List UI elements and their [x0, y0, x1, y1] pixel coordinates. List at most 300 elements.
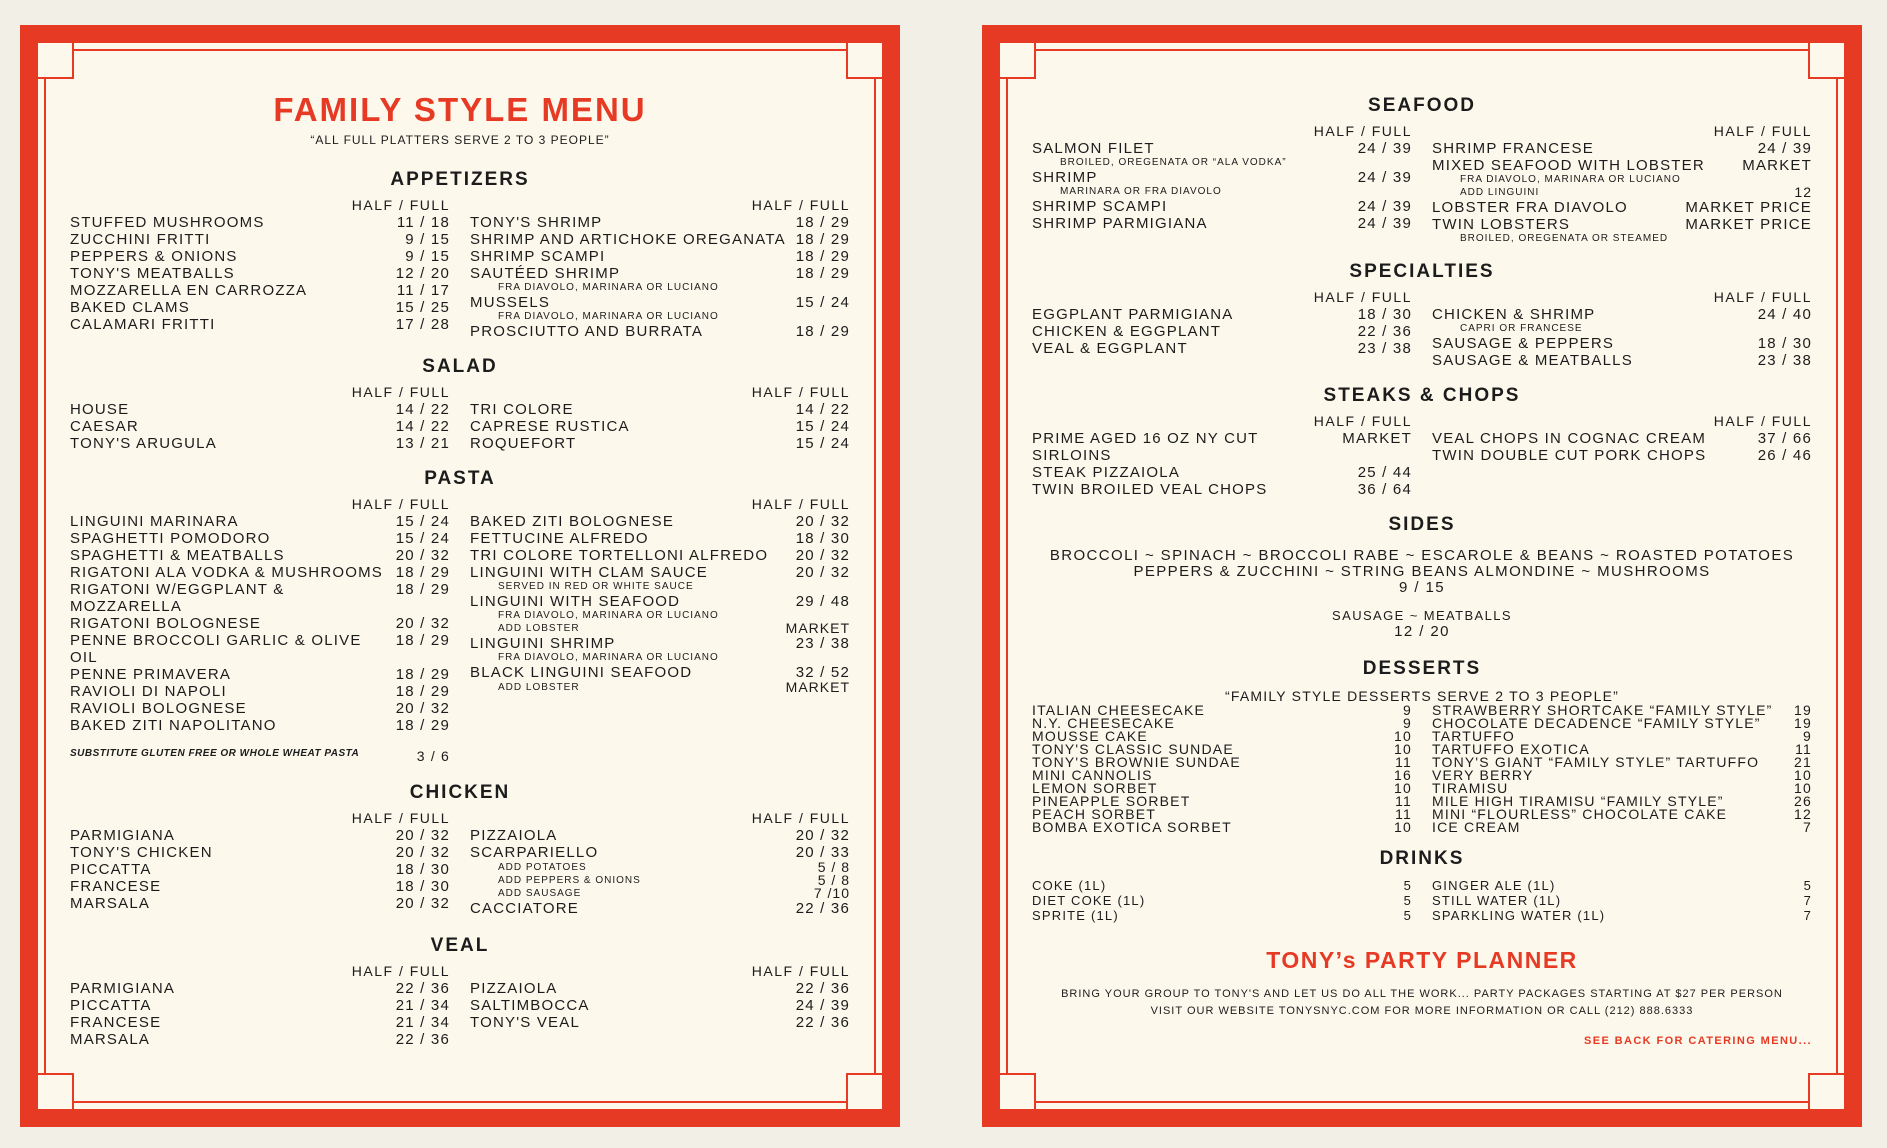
- item-price: 22 / 36: [795, 980, 850, 997]
- item-name: PARMIGIANA: [70, 827, 176, 844]
- item-name: MINI CANNOLIS: [1032, 767, 1153, 783]
- left-menu-page: [20, 25, 900, 1127]
- item-price: 23 / 38: [795, 635, 850, 652]
- item-price: 17 / 28: [395, 316, 450, 333]
- half-full-header: HALF / FULL: [351, 496, 450, 512]
- menu-item: [1032, 481, 1412, 498]
- item-price: 20 / 32: [395, 547, 450, 564]
- item-name: TONY'S VEAL: [470, 1014, 580, 1031]
- item-price: 22 / 36: [1357, 323, 1412, 340]
- menu-item: [470, 401, 850, 418]
- item-price: 10: [1794, 767, 1812, 783]
- item-name: COKE (1L): [1032, 878, 1107, 893]
- item-name: PROSCIUTTO AND BURRATA: [470, 323, 704, 340]
- menu-item: [470, 265, 850, 282]
- menu-item: [70, 513, 450, 530]
- item-name: PIZZAIOLA: [470, 827, 558, 844]
- item-name: STEAK PIZZAIOLA: [1032, 464, 1181, 481]
- half-full-header: HALF / FULL: [751, 810, 850, 826]
- corner-notch: [38, 43, 74, 79]
- menu-item: [470, 844, 850, 861]
- menu-item: [470, 214, 850, 231]
- item-name: RIGATONI W/EGGPLANT & MOZZARELLA: [70, 581, 285, 615]
- item-price: 11: [1395, 754, 1412, 770]
- item-price: MARKET PRICE: [1685, 216, 1812, 233]
- menu-item: [1032, 198, 1412, 215]
- item-price: 9 / 15: [405, 231, 450, 248]
- item-name: TONY'S MEATBALLS: [70, 265, 235, 282]
- half-full-header: HALF / FULL: [1313, 289, 1412, 305]
- addon-name: ADD LINGUINI: [1460, 187, 1540, 198]
- right-menu-page: [982, 25, 1862, 1127]
- item-price: MARKET PRICE: [1685, 199, 1812, 216]
- item-name: PRIME AGED 16 OZ NY CUT SIRLOINS: [1032, 430, 1259, 464]
- item-name: PEACH SORBET: [1032, 806, 1157, 822]
- item-name: PICCATTA: [70, 861, 152, 878]
- item-price: 20 / 32: [395, 615, 450, 632]
- item-price: 10: [1394, 741, 1412, 757]
- item-price: 36 / 64: [1357, 481, 1412, 498]
- item-name: TONY'S ARUGULA: [70, 435, 217, 452]
- menu-item: [470, 418, 850, 435]
- item-price: 5: [1803, 878, 1812, 893]
- menu-item: [70, 282, 450, 299]
- item-price: 18 / 29: [395, 581, 450, 598]
- menu-item: [470, 593, 850, 610]
- item-name: STRAWBERRY SHORTCAKE “FAMILY STYLE”: [1432, 702, 1773, 718]
- menu-item: [1032, 140, 1412, 157]
- menu-item: [1432, 140, 1812, 157]
- menu-item: [1432, 199, 1812, 216]
- item-price: 11: [1395, 806, 1412, 822]
- item-price: 9 / 15: [405, 248, 450, 265]
- item-price: 25 / 44: [1357, 464, 1412, 481]
- item-name: PICCATTA: [70, 997, 152, 1014]
- item-price: 23 / 38: [1757, 352, 1812, 369]
- section-sides: SIDES: [1388, 514, 1456, 535]
- party-planner-title: TONY’s PARTY PLANNER: [1266, 947, 1578, 973]
- item-price: 20 / 32: [795, 827, 850, 844]
- item-price: 22 / 36: [795, 900, 850, 917]
- menu-item: [70, 827, 450, 844]
- half-full-header: HALF / FULL: [751, 384, 850, 400]
- item-price: 12 / 20: [395, 265, 450, 282]
- menu-item: [70, 316, 450, 333]
- item-name: VEAL & EGGPLANT: [1032, 340, 1188, 357]
- item-name: HOUSE: [70, 401, 130, 418]
- item-price: 23 / 38: [1357, 340, 1412, 357]
- item-note: BROILED, OREGENATA OR “ALA VODKA”: [1060, 157, 1287, 168]
- corner-notch: [846, 43, 882, 79]
- item-name: TONY'S CLASSIC SUNDAE: [1032, 741, 1234, 757]
- item-price: 14 / 22: [395, 418, 450, 435]
- item-price: 14 / 22: [395, 401, 450, 418]
- item-price: 16: [1394, 767, 1412, 783]
- item-price: 7: [1803, 908, 1812, 923]
- menu-item: [1432, 893, 1812, 908]
- item-name: LINGUINI WITH SEAFOOD: [470, 593, 681, 610]
- item-name: LOBSTER FRA DIAVOLO: [1432, 199, 1628, 216]
- menu-item: [1432, 157, 1812, 174]
- menu-item: [1032, 821, 1412, 834]
- section-steaks-chops: STEAKS & CHOPS: [1323, 385, 1521, 406]
- item-name: CALAMARI FRITTI: [70, 316, 216, 333]
- item-addon: [470, 681, 850, 694]
- item-name: SHRIMP SCAMPI: [1032, 198, 1168, 215]
- item-name: STUFFED MUSHROOMS: [70, 214, 265, 231]
- item-price: 24 / 39: [1357, 215, 1412, 232]
- section-salad: SALAD: [422, 356, 498, 377]
- item-name: SHRIMP SCAMPI: [470, 248, 606, 265]
- item-price: 11 / 17: [396, 282, 450, 299]
- menu-item: [1032, 323, 1412, 340]
- menu-item: [1032, 215, 1412, 232]
- item-name: ITALIAN CHEESECAKE: [1032, 702, 1206, 718]
- addon-price: MARKET: [785, 620, 850, 636]
- addon-price: 12: [1794, 184, 1812, 200]
- item-name: TONY'S GIANT “FAMILY STYLE” TARTUFFO: [1432, 754, 1760, 770]
- item-price: 20 / 32: [795, 564, 850, 581]
- menu-item: [1032, 169, 1412, 186]
- item-price: 19: [1794, 715, 1812, 731]
- item-price: 11 / 18: [396, 214, 450, 231]
- menu-item: [70, 214, 450, 231]
- menu-item: [1032, 893, 1412, 908]
- menu-item: [70, 1031, 450, 1048]
- party-contact-text: VISIT OUR WEBSITE TONYSNYC.COM FOR MORE INFORMATION OR CALL (212) 888.6333: [1150, 1005, 1694, 1017]
- item-name: TWIN LOBSTERS: [1432, 216, 1571, 233]
- item-price: 10: [1394, 819, 1412, 835]
- item-price: 15 / 24: [795, 435, 850, 452]
- section-pasta: PASTA: [424, 468, 496, 489]
- addon-name: ADD LOBSTER: [498, 623, 580, 634]
- sides-list: BROCCOLI ~ SPINACH ~ BROCCOLI RABE ~ ESCAROLE & BEANS ~ ROASTED POTATOES PEPPERS & ZUCCHINI ~ STRING BEANS ALMONDINE ~ MUSHROOMS 9 / 15 SAUSAGE ~ MEATBALLS 12 / 20: [1049, 547, 1795, 640]
- item-price: 20 / 32: [395, 827, 450, 844]
- item-price: 18 / 29: [795, 214, 850, 231]
- item-name: EGGPLANT PARMIGIANA: [1032, 306, 1234, 323]
- menu-item: [70, 717, 450, 734]
- item-name: SHRIMP AND ARTICHOKE OREGANATA: [470, 231, 786, 248]
- item-price: 18 / 29: [795, 248, 850, 265]
- item-name: FRANCESE: [70, 1014, 162, 1031]
- item-name: MOUSSE CAKE: [1032, 728, 1148, 744]
- item-name: SPARKLING WATER (1L): [1432, 908, 1606, 923]
- item-name: SHRIMP PARMIGIANA: [1032, 215, 1208, 232]
- item-price: 10: [1394, 728, 1412, 744]
- item-price: 26 / 46: [1757, 447, 1812, 464]
- item-name: CACCIATORE: [470, 900, 579, 917]
- addon-price: 5 / 8: [817, 872, 850, 888]
- menu-item: [70, 895, 450, 912]
- item-name: PEPPERS & ONIONS: [70, 248, 238, 265]
- corner-notch: [1808, 1073, 1844, 1109]
- item-name: MUSSELS: [470, 294, 551, 311]
- section-appetizers: APPETIZERS: [390, 169, 530, 190]
- menu-item: [70, 615, 450, 632]
- menu-item: [70, 632, 450, 666]
- item-price: 18 / 29: [395, 564, 450, 581]
- menu-item: [70, 418, 450, 435]
- menu-item: [70, 547, 450, 564]
- item-price: 13 / 21: [395, 435, 450, 452]
- catering-link[interactable]: SEE BACK FOR CATERING MENU...: [1583, 1035, 1812, 1047]
- item-price: 20 / 32: [395, 844, 450, 861]
- item-name: DIET COKE (1L): [1032, 893, 1146, 908]
- item-name: TIRAMISU: [1432, 780, 1509, 796]
- item-price: 21: [1794, 754, 1812, 770]
- item-name: BAKED CLAMS: [70, 299, 190, 316]
- item-price: 15 / 24: [395, 513, 450, 530]
- section-desserts: DESSERTS: [1362, 658, 1482, 679]
- item-name: STILL WATER (1L): [1432, 893, 1562, 908]
- item-price: 18 / 30: [795, 530, 850, 547]
- item-price: 15 / 25: [395, 299, 450, 316]
- menu-item: [70, 878, 450, 895]
- item-price: 22 / 36: [395, 980, 450, 997]
- half-full-header: HALF / FULL: [351, 384, 450, 400]
- item-price: 20 / 32: [795, 547, 850, 564]
- item-name: BOMBA EXOTICA SORBET: [1032, 819, 1232, 835]
- menu-item: [70, 564, 450, 581]
- menu-item: [1032, 908, 1412, 923]
- item-note: FRA DIAVOLO, MARINARA OR LUCIANO: [498, 282, 719, 293]
- half-full-header: HALF / FULL: [351, 197, 450, 213]
- item-name: TRI COLORE: [470, 401, 574, 418]
- item-name: TARTUFFO EXOTICA: [1432, 741, 1590, 757]
- item-name: CAPRESE RUSTICA: [470, 418, 630, 435]
- menu-item: [70, 700, 450, 717]
- half-full-header: HALF / FULL: [751, 963, 850, 979]
- addon-name: ADD PEPPERS & ONIONS: [498, 875, 641, 886]
- item-name: SCARPARIELLO: [470, 844, 599, 861]
- item-name: LINGUINI MARINARA: [70, 513, 239, 530]
- item-price: 24 / 39: [1357, 198, 1412, 215]
- corner-notch: [38, 1073, 74, 1109]
- menu-item: [1032, 306, 1412, 323]
- item-price: 20 / 32: [795, 513, 850, 530]
- item-name: ROQUEFORT: [470, 435, 577, 452]
- item-price: 15 / 24: [795, 294, 850, 311]
- item-name: RAVIOLI DI NAPOLI: [70, 683, 227, 700]
- item-name: VEAL CHOPS IN COGNAC CREAM: [1432, 430, 1707, 447]
- item-name: ZUCCHINI FRITTI: [70, 231, 211, 248]
- menu-item: [470, 997, 850, 1014]
- menu-item: [470, 1014, 850, 1031]
- menu-item: [1032, 340, 1412, 357]
- corner-notch: [1000, 43, 1036, 79]
- item-addon: [470, 874, 850, 887]
- menu-item: [1432, 447, 1812, 464]
- menu-item: [1432, 430, 1812, 447]
- item-name: MARSALA: [70, 895, 151, 912]
- menu-item: [70, 435, 450, 452]
- section-seafood: SEAFOOD: [1368, 95, 1476, 116]
- item-addon: [470, 887, 850, 900]
- menu-item: [470, 564, 850, 581]
- item-name: LINGUINI SHRIMP: [470, 635, 616, 652]
- item-note: MARINARA OR FRA DIAVOLO: [1060, 186, 1222, 197]
- item-note: FRA DIAVOLO, MARINARA OR LUCIANO: [498, 610, 719, 621]
- item-name: CHICKEN & EGGPLANT: [1032, 323, 1222, 340]
- item-price: 7: [1803, 893, 1812, 908]
- gluten-free-note: SUBSTITUTE GLUTEN FREE OR WHOLE WHEAT PASTA 3 / 6: [70, 748, 450, 764]
- corner-notch: [1808, 43, 1844, 79]
- item-price: 20 / 32: [395, 895, 450, 912]
- menu-item: [470, 530, 850, 547]
- item-name: SAUSAGE & PEPPERS: [1432, 335, 1615, 352]
- item-price: 24 / 39: [1357, 140, 1412, 157]
- item-price: 18 / 29: [795, 323, 850, 340]
- item-name: TONY'S BROWNIE SUNDAE: [1032, 754, 1241, 770]
- item-price: 9: [1403, 702, 1412, 718]
- menu-item: [1032, 430, 1412, 464]
- item-price: 11: [1395, 793, 1412, 809]
- item-price: 24 / 40: [1757, 306, 1812, 323]
- item-name: TONY'S CHICKEN: [70, 844, 213, 861]
- item-name: SPAGHETTI & MEATBALLS: [70, 547, 285, 564]
- item-name: LINGUINI WITH CLAM SAUCE: [470, 564, 708, 581]
- item-name: FRANCESE: [70, 878, 162, 895]
- menu-item: [470, 323, 850, 340]
- menu-subtitle: “ALL FULL PLATTERS SERVE 2 TO 3 PEOPLE”: [310, 133, 610, 147]
- item-price: 10: [1394, 780, 1412, 796]
- item-name: FETTUCINE ALFREDO: [470, 530, 649, 547]
- item-name: MARSALA: [70, 1031, 151, 1048]
- item-price: 18 / 29: [795, 231, 850, 248]
- menu-item: [470, 827, 850, 844]
- item-price: 18 / 29: [395, 666, 450, 683]
- item-name: SALTIMBOCCA: [470, 997, 590, 1014]
- item-price: 14 / 22: [795, 401, 850, 418]
- item-note: SERVED IN RED OR WHITE SAUCE: [498, 581, 694, 592]
- menu-item: [470, 900, 850, 917]
- half-full-header: HALF / FULL: [751, 197, 850, 213]
- item-note: CAPRI OR FRANCESE: [1460, 323, 1583, 334]
- half-full-header: HALF / FULL: [1713, 413, 1812, 429]
- item-price: 24 / 39: [1357, 169, 1412, 186]
- item-price: MARKET: [1742, 157, 1812, 174]
- item-price: 5: [1403, 908, 1412, 923]
- item-name: MOZZARELLA EN CARROZZA: [70, 282, 308, 299]
- item-note: FRA DIAVOLO, MARINARA OR LUCIANO: [498, 311, 719, 322]
- menu-item: [470, 231, 850, 248]
- item-addon: [470, 622, 850, 635]
- half-full-header: HALF / FULL: [1713, 289, 1812, 305]
- menu-item: [470, 635, 850, 652]
- item-addon: [470, 861, 850, 874]
- item-name: TONY'S SHRIMP: [470, 214, 603, 231]
- item-note: BROILED, OREGENATA OR STEAMED: [1460, 233, 1669, 244]
- item-price: 5: [1403, 878, 1412, 893]
- item-name: SALMON FILET: [1032, 140, 1155, 157]
- half-full-header: HALF / FULL: [351, 963, 450, 979]
- menu-item: [70, 299, 450, 316]
- item-note: FRA DIAVOLO, MARINARA OR LUCIANO: [498, 652, 719, 663]
- item-addon: [1432, 186, 1812, 199]
- item-name: CHICKEN & SHRIMP: [1432, 306, 1596, 323]
- item-name: SAUTÉED SHRIMP: [470, 265, 621, 282]
- item-price: 18 / 29: [395, 683, 450, 700]
- item-price: 9: [1403, 715, 1412, 731]
- menu-item: [70, 231, 450, 248]
- half-full-header: HALF / FULL: [351, 810, 450, 826]
- item-price: 21 / 34: [395, 1014, 450, 1031]
- item-price: 15 / 24: [395, 530, 450, 547]
- item-price: 18 / 29: [395, 717, 450, 734]
- menu-item: [1432, 878, 1812, 893]
- item-name: MIXED SEAFOOD WITH LOBSTER: [1432, 157, 1705, 174]
- menu-item: [470, 980, 850, 997]
- item-price: 15 / 24: [795, 418, 850, 435]
- menu-item: [1432, 306, 1812, 323]
- item-name: CAESAR: [70, 418, 139, 435]
- item-price: 10: [1794, 780, 1812, 796]
- item-price: 22 / 36: [795, 1014, 850, 1031]
- menu-item: [70, 401, 450, 418]
- item-name: BLACK LINGUINI SEAFOOD: [470, 664, 693, 681]
- desserts-note: “FAMILY STYLE DESSERTS SERVE 2 TO 3 PEOPLE”: [1225, 688, 1619, 704]
- section-chicken: CHICKEN: [409, 782, 511, 803]
- half-full-header: HALF / FULL: [1313, 123, 1412, 139]
- item-name: SPRITE (1L): [1032, 908, 1119, 923]
- item-price: 32 / 52: [795, 664, 850, 681]
- item-price: 18 / 30: [395, 878, 450, 895]
- item-name: TWIN BROILED VEAL CHOPS: [1032, 481, 1268, 498]
- item-name: SPAGHETTI POMODORO: [70, 530, 271, 547]
- item-price: 18 / 29: [395, 632, 450, 649]
- menu-item: [70, 530, 450, 547]
- item-price: 21 / 34: [395, 997, 450, 1014]
- item-price: 26: [1794, 793, 1812, 809]
- item-price: 37 / 66: [1757, 430, 1812, 447]
- half-full-header: HALF / FULL: [1313, 413, 1412, 429]
- item-name: PINEAPPLE SORBET: [1032, 793, 1191, 809]
- menu-item: [70, 683, 450, 700]
- menu-item: [70, 861, 450, 878]
- addon-price: MARKET: [785, 679, 850, 695]
- item-price: 5: [1403, 893, 1412, 908]
- item-name: TWIN DOUBLE CUT PORK CHOPS: [1432, 447, 1707, 464]
- addon-price: 5 / 8: [817, 859, 850, 875]
- item-price: 20 / 33: [795, 844, 850, 861]
- addon-name: ADD LOBSTER: [498, 682, 580, 693]
- section-veal: VEAL: [430, 935, 490, 956]
- item-name: SAUSAGE & MEATBALLS: [1432, 352, 1633, 369]
- item-name: RAVIOLI BOLOGNESE: [70, 700, 247, 717]
- addon-name: ADD POTATOES: [498, 862, 587, 873]
- item-price: 24 / 39: [795, 997, 850, 1014]
- menu-item: [1432, 908, 1812, 923]
- item-name: RIGATONI ALA VODKA & MUSHROOMS: [70, 564, 384, 581]
- addon-name: ADD SAUSAGE: [498, 888, 582, 899]
- item-name: SHRIMP: [1032, 169, 1098, 186]
- menu-item: [70, 997, 450, 1014]
- menu-item: [70, 1014, 450, 1031]
- item-name: TARTUFFO: [1432, 728, 1515, 744]
- item-note: FRA DIAVOLO, MARINARA OR LUCIANO: [1460, 174, 1681, 185]
- menu-title: FAMILY STYLE MENU: [273, 91, 647, 128]
- item-price: 29 / 48: [795, 593, 850, 610]
- menu-item: [1432, 335, 1812, 352]
- item-price: 19: [1794, 702, 1812, 718]
- half-full-header: HALF / FULL: [1713, 123, 1812, 139]
- item-price: 18 / 29: [795, 265, 850, 282]
- menu-item: [1432, 352, 1812, 369]
- menu-item: [70, 844, 450, 861]
- item-name: GINGER ALE (1L): [1432, 878, 1556, 893]
- item-price: 18 / 30: [395, 861, 450, 878]
- item-name: ICE CREAM: [1432, 819, 1521, 835]
